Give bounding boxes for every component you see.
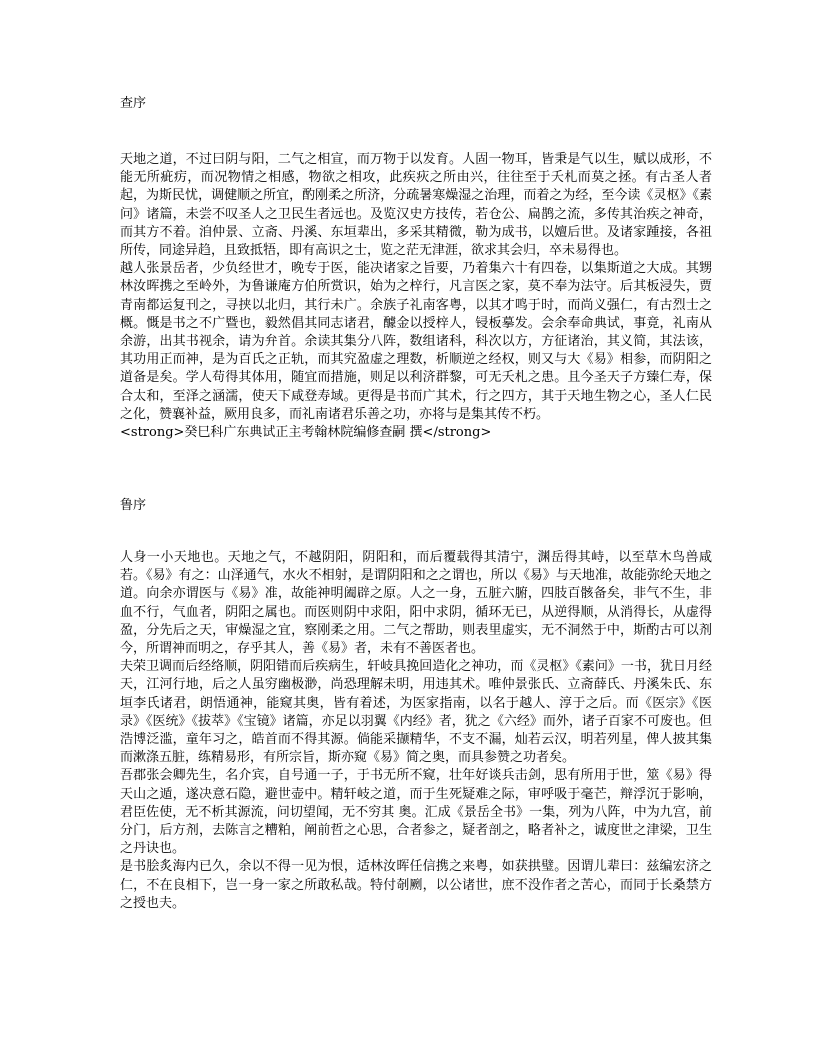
preface-title-lu: 鲁序 (120, 498, 147, 513)
preface-body-cha (120, 151, 712, 442)
signature-line: <strong>癸巳科广东典试正主考翰林院编修查嗣 撰</strong> (120, 425, 492, 441)
preface-title-cha: 查序 (120, 96, 147, 111)
paragraph: 夫荣卫调而后经络顺，阴阳错而后疾病生，轩岐具挽回造化之神功，而《灵枢》《素问》一书，犹日月经天，江河行地，后之人虽穷幽极渺，尚恐理解未明，用违其术。唯仲景张氏、立斋薛氏、丹溪朱氏、东垣李氏诸君，朗悟通神，能窥其奥，皆有着述，为医家指南，以名于越人、淳于之后。而《医宗》《医录》《医统》《拔萃》《宝镜》诸篇，亦足以羽翼《内经》者，犹之《六经》而外，诸子百家不可废也。但浩博泛滥，童年习之，皓首而不得其源。倘能采撷精华，不支不漏，灿若云汉，明若列星，俾人披其集而漱涤五脏，练精易形，有所宗旨，斯亦窥《易》简之奥，而具参赞之功者矣。 (120, 659, 712, 766)
paragraph: 人身一小天地也。天地之气，不越阴阳，阴阳和，而后覆载得其清宁，渊岳得其峙，以至草木鸟兽咸若。《易》有之：山泽通气，水火不相射，是谓阴阳和之之谓也，所以《易》与天地准，故能弥纶天地之道。向余亦谓医与《易》准，故能神明阖辟之原。人之一身，五脏六腑，四肢百骸备矣，非气不生，非血不行，气血者，阴阳之属也。而医则阴中求阳，阳中求阴，循环无已，从逆得顺，从消得长，从虚得盈，分先后之天，审燥湿之宜，察刚柔之用。二气之帮助，则表里虚实，无不洞然于中，斯酌古可以剂今，所谓神而明之，存乎其人，善《易》者，未有不善医者也。 (120, 550, 712, 657)
preface-body-lu (120, 549, 712, 913)
paragraph: 越人张景岳者，少负经世才，晚专于医，能决诸家之旨要，乃着集六十有四卷，以集斯道之大成。其甥林汝晖携之至岭外，为鲁谦庵方伯所赏识，始为之梓行，凡言医之家，莫不奉为法守。后其板浸失，贾青南都运复刊之，寻挟以北归，其行未广。余族子礼南客粤，以其才鸣于时，而尚义强仁，有古烈士之概。慨是书之不广暨也，毅然倡其同志诸君，醵金以授梓人，锓板摹发。会余奉命典试，事竟，礼南从余游，出其书视余，请为弁首。余读其集分八阵，数组诸科，科次以方，方征诸治，其义简，其法该，其功用正而神，是为百氏之正轨，而其究盈虚之理数，析顺逆之经权，则又与大《易》相参，而阴阳之道备是矣。学人苟得其体用，随宜而措施，则足以利济群黎，可无夭札之患。且今圣天子方臻仁寿，保合太和，至泽之涵濡，使天下咸登寿域。更得是书而广其术，行之四方，其于天地生物之心，圣人仁民之化，赞襄补益，厥用良多，而礼南诸君乐善之功，亦将与是集其传不朽。 (120, 261, 712, 422)
paragraph: 吾郡张会卿先生，名介宾，自号通一子，于书无所不窥，壮年好谈兵击剑，思有所用于世，筮《易》得天山之遁，遂决意石隐，避世壶中。精轩岐之道，而于生死疑难之际，审呼吸于毫芒，辩浮沉于影响，君臣佐使，无不析其源流，问切望闻，无不穷其 奥。汇成《景岳全书》一集，列为八阵，中为九宫，前分门，后方剂，去陈言之糟粕，阐前哲之心思，合者参之，疑者剖之，略者补之，诚度世之津梁，卫生之丹诀也。 (120, 768, 712, 857)
paragraph: 天地之道，不过曰阴与阳，二气之相宣，而万物于以发育。人固一物耳，皆秉是气以生，赋以成形，不能无所疵疠，而况物情之相感，物欲之相攻，此疾疢之所由兴，往往至于夭札而莫之拯。有古圣人者起，为斯民忧，调健顺之所宜，酌刚柔之所济，分疏暑寒燥湿之治理，而着之为经，至今读《灵枢》《素问》诸篇，未尝不叹圣人之卫民生者远也。及览汉史方技传，若仓公、扁鹊之流，多传其治疾之神奇，而其方不着。洎仲景、立斋、丹溪、东垣辈出，多采其精微，勒为成书，以嬗后世。及诸家踵接，各祖所传，同途异趋，且致抵牾，即有高识之士，览之茫无津涯，欲求其会归，卒未易得也。 (120, 152, 712, 259)
paragraph: 是书脍炙海内已久，余以不得一见为恨，适林汝晖任信携之来粤，如获拱璧。因谓儿辈曰：兹编宏济之仁，不在良相下，岂一身一家之所敢私哉。特付剞劂，以公诸世，庶不没作者之苦心，而同于长桑禁方之授也夫。 (120, 859, 712, 911)
